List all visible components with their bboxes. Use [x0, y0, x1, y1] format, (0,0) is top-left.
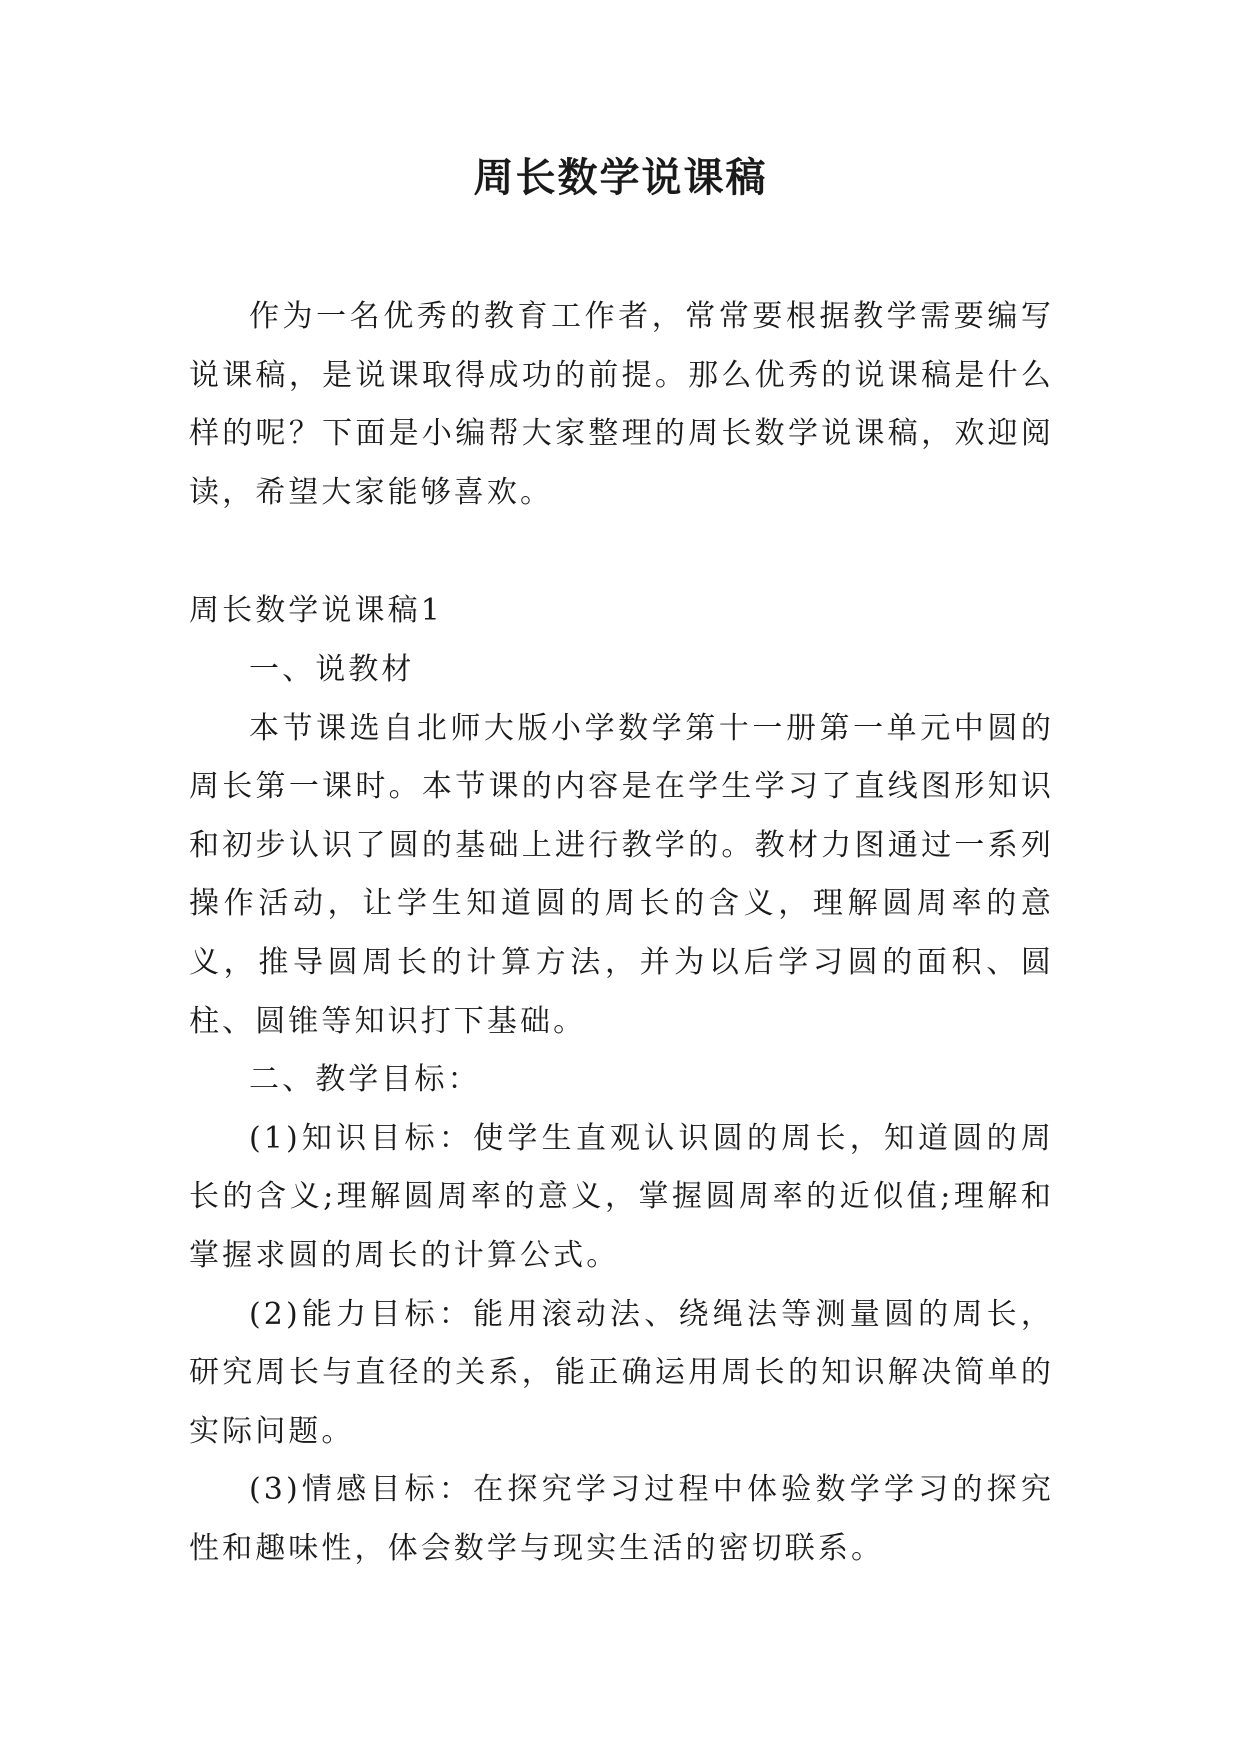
paragraph-emotion-objective: (3)情感目标：在探究学习过程中体验数学学习的探究性和趣味性，体会数学与现实生活的密切联系。 [189, 1472, 1054, 1566]
document-body [189, 288, 1054, 1578]
paragraph-knowledge-objective: (1)知识目标：使学生直观认识圆的周长，知道圆的周长的含义;理解圆周率的意义，掌握圆周率的近似值;理解和掌握求圆的周长的计算公式。 [189, 1120, 1054, 1273]
page-title: 周长数学说课稿 [473, 155, 768, 201]
section-heading: 周长数学说课稿1 [189, 593, 443, 629]
paragraph-textbook: 本节课选自北师大版小学数学第十一册第一单元中圆的周长第一课时。本节课的内容是在学生学习了直线图形知识和初步认识了圆的基础上进行教学的。教材力图通过一系列操作活动，让学生知道圆的周长的含义，理解圆周率的意义，推导圆周长的计算方法，并为以后学习圆的面积、圆柱、圆锥等知识打下基础。 [189, 710, 1054, 1039]
heading-objectives: 二、教学目标： [249, 1062, 481, 1098]
intro-paragraph: 作为一名优秀的教育工作者，常常要根据教学需要编写说课稿，是说课取得成功的前提。那么优秀的说课稿是什么样的呢？下面是小编帮大家整理的周长数学说课稿，欢迎阅读，希望大家能够喜欢。 [189, 299, 1054, 510]
heading-textbook: 一、说教材 [249, 651, 415, 687]
paragraph-spacer [189, 522, 1054, 582]
paragraph-ability-objective: (2)能力目标：能用滚动法、绕绳法等测量圆的周长，研究周长与直径的关系，能正确运用周长的知识解决简单的实际问题。 [189, 1296, 1054, 1449]
